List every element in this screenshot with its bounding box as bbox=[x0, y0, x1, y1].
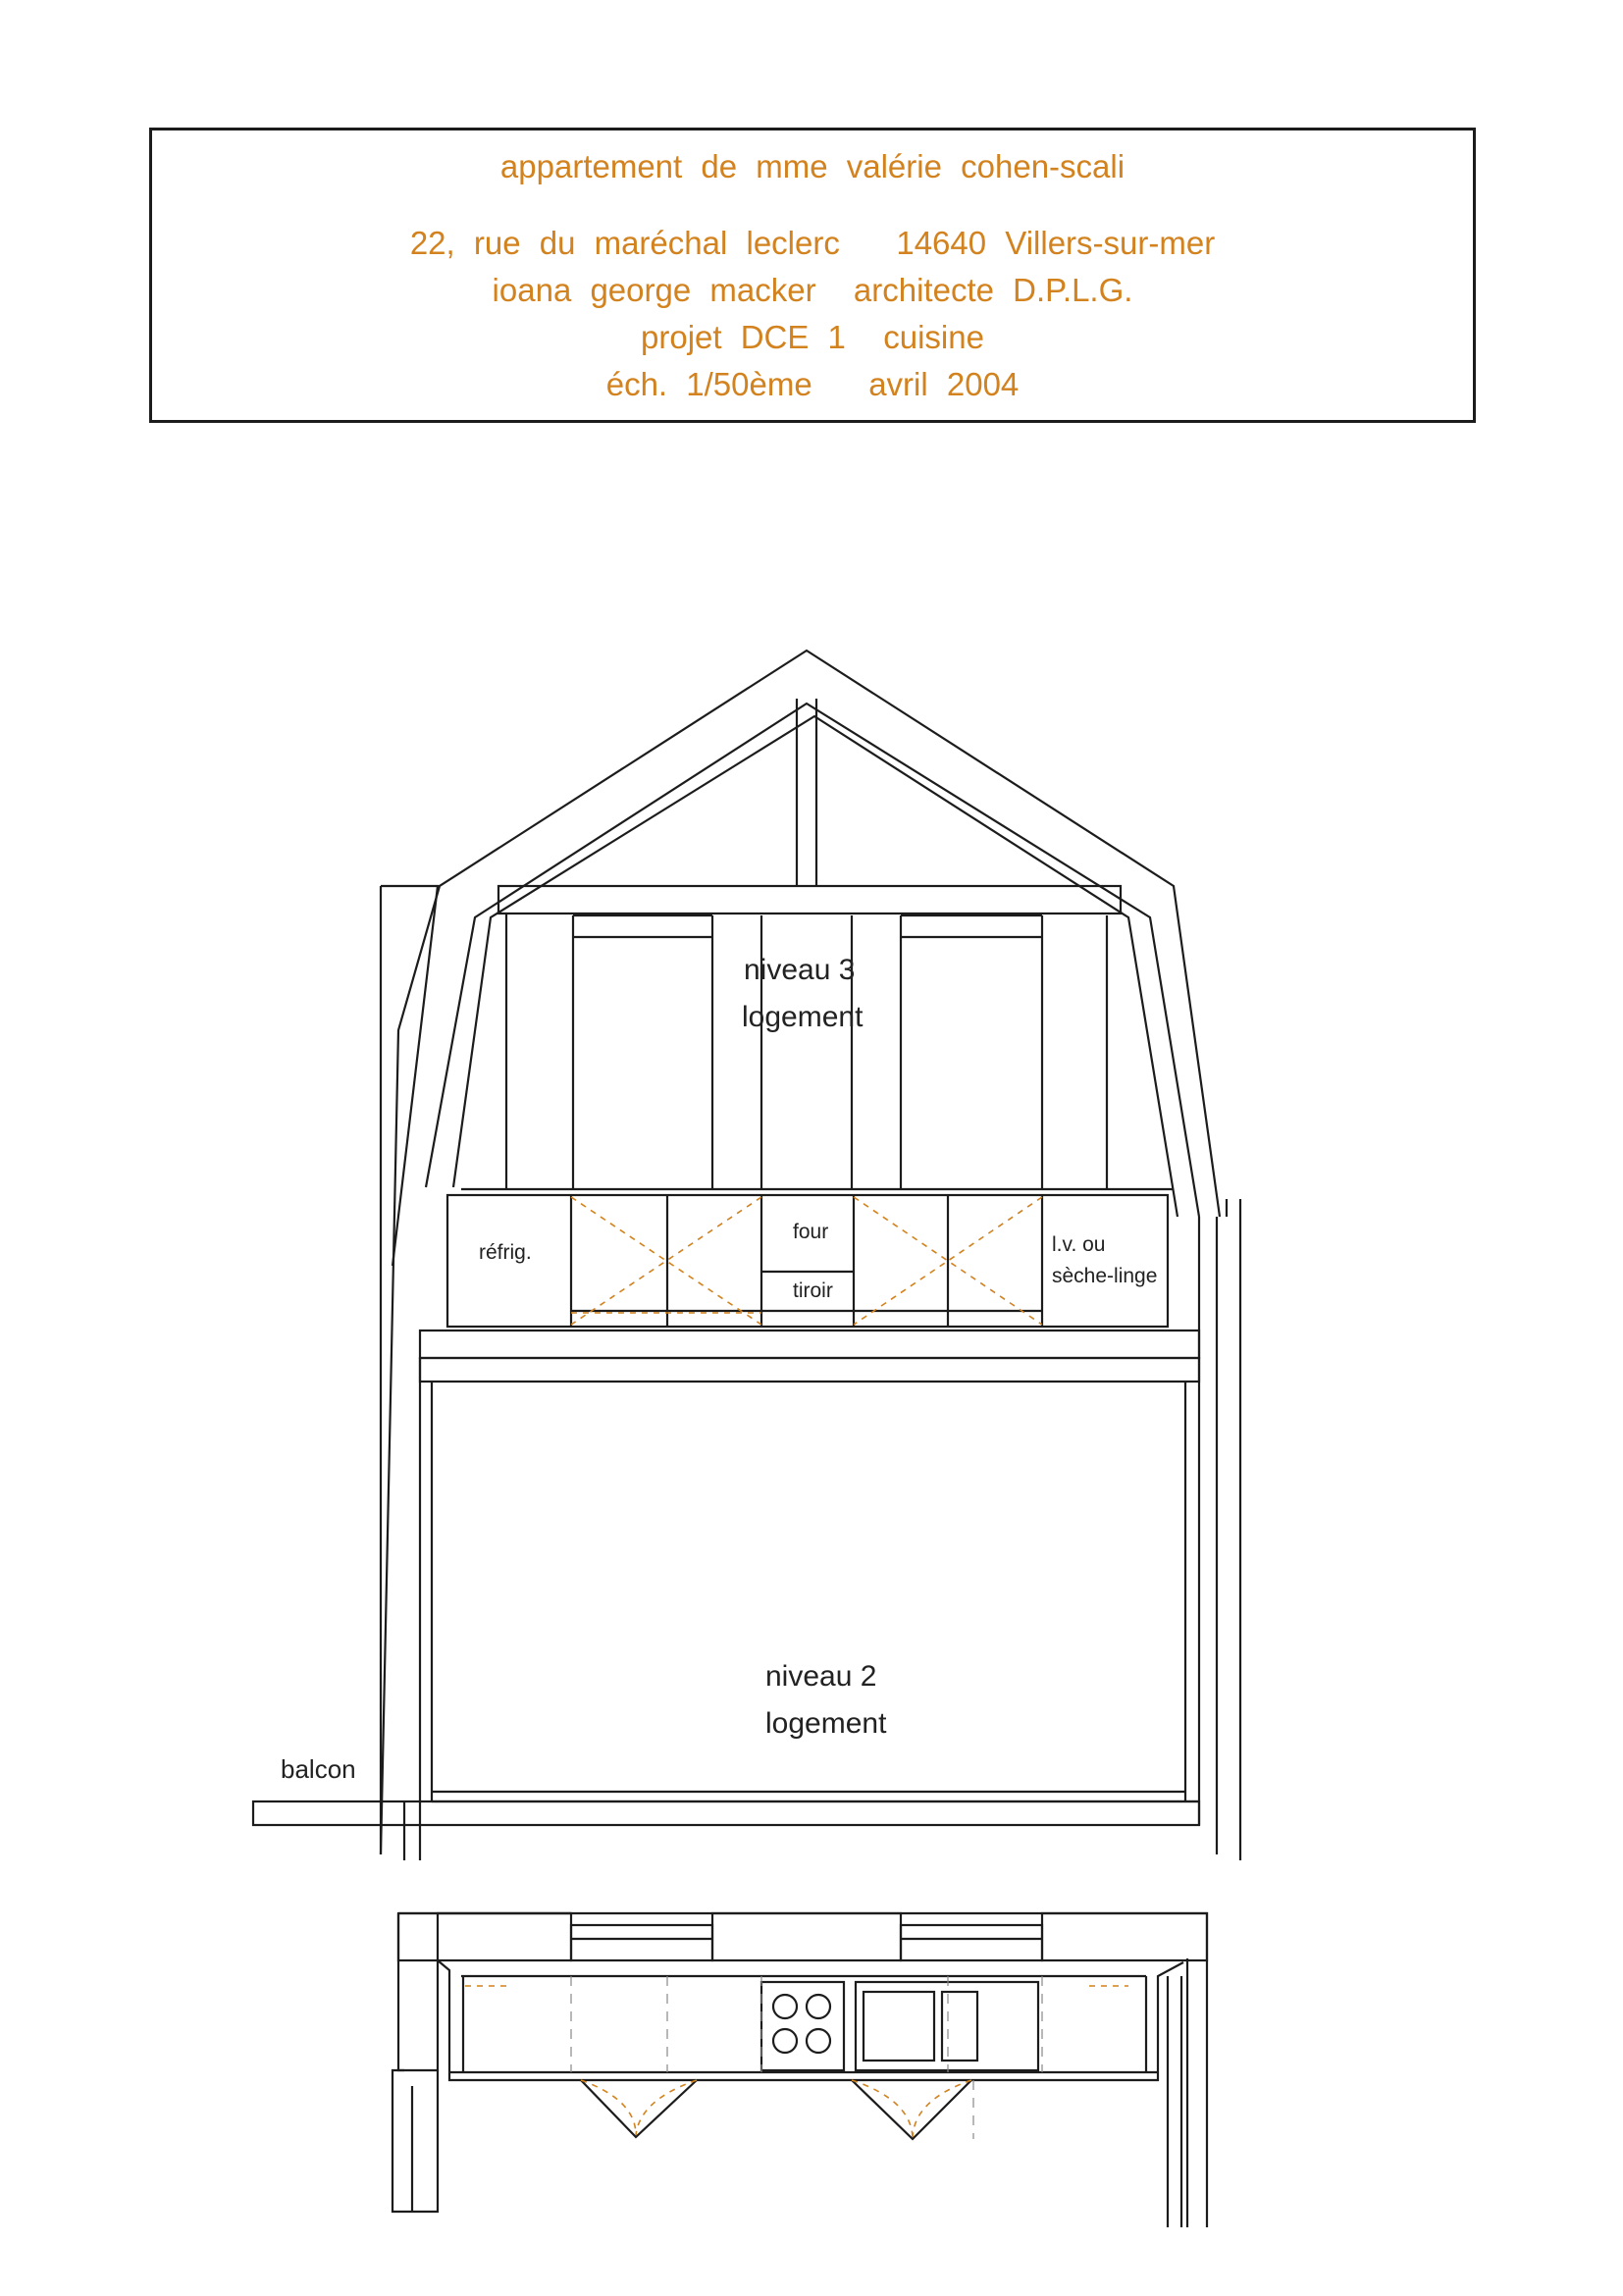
niveau2-label: niveau 2 bbox=[765, 1660, 877, 1693]
king-post bbox=[797, 699, 816, 886]
collar-beam bbox=[498, 886, 1121, 913]
refrig-label: réfrig. bbox=[479, 1241, 532, 1264]
plan-view bbox=[393, 1913, 1207, 2227]
balcony-slab bbox=[253, 1801, 1199, 1860]
seche-linge-label: sèche-linge bbox=[1052, 1265, 1158, 1287]
plan-cabinet-divisions bbox=[571, 1976, 1042, 2139]
base-cabinets bbox=[447, 1195, 1168, 1327]
title-address: 22, rue du maréchal leclerc 14640 Villers-sur-mer bbox=[409, 225, 1216, 261]
niveau2-usage-label: logement bbox=[765, 1707, 887, 1740]
balcon-label: balcon bbox=[281, 1754, 356, 1784]
niveau3-label: niveau 3 bbox=[744, 954, 856, 986]
tiroir-label: tiroir bbox=[793, 1279, 833, 1302]
title-client: appartement de mme valérie cohen-scali bbox=[499, 148, 1126, 184]
niveau3-usage-label: logement bbox=[742, 1001, 864, 1033]
lv-label: l.v. ou bbox=[1052, 1233, 1106, 1256]
floor-slab bbox=[420, 1331, 1199, 1382]
title-scale-date: éch. 1/50ème avril 2004 bbox=[605, 366, 1020, 402]
four-label: four bbox=[793, 1221, 829, 1243]
title-project: projet DCE 1 cuisine bbox=[641, 319, 984, 355]
title-architect: ioana george macker architecte D.P.L.G. bbox=[492, 272, 1133, 308]
